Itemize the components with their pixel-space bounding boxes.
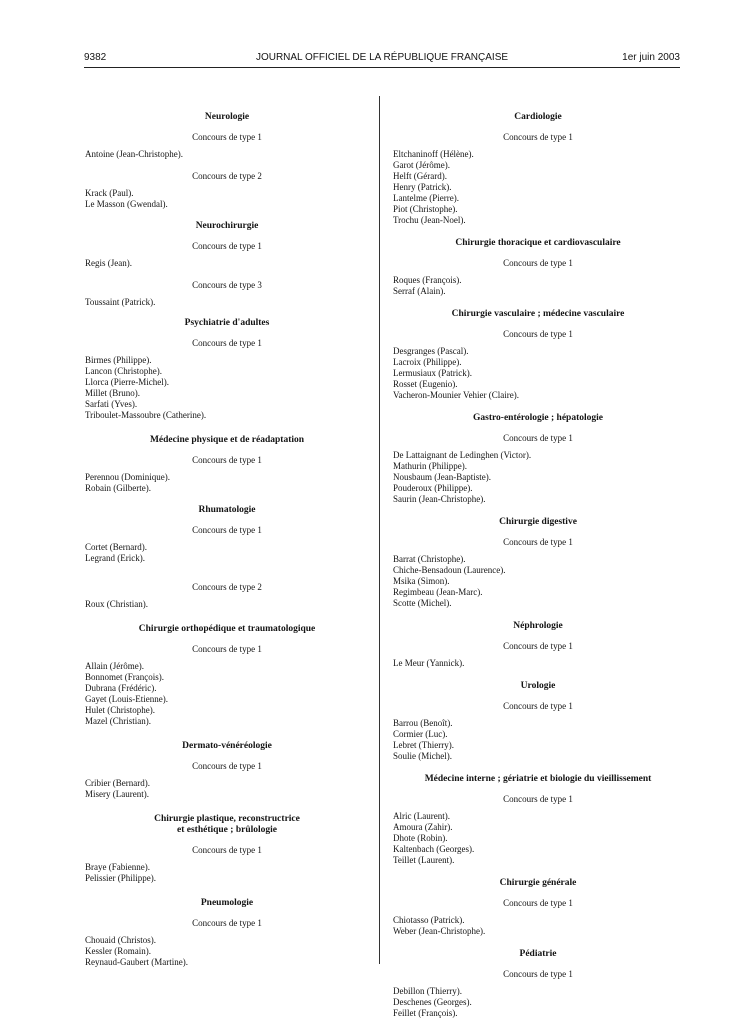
name-list — [85, 355, 369, 421]
name-list — [393, 275, 683, 297]
list-item: Mathurin (Philippe). — [393, 461, 467, 471]
list-item: Triboulet-Massoubre (Catherine). — [85, 410, 207, 420]
section-title: Chirurgie vasculaire ; médecine vasculaire — [451, 309, 625, 319]
list-item: Garot (Jérôme). — [393, 160, 450, 170]
section-title: Chirurgie digestive — [499, 517, 577, 527]
list-item: Perennou (Dominique). — [85, 472, 170, 482]
list-item: Desgranges (Pascal). — [393, 346, 469, 356]
list-item: Misery (Laurent). — [85, 789, 149, 799]
list-item: Barrat (Christophe). — [393, 554, 466, 564]
competition-type: Concours de type 2 — [192, 582, 262, 592]
list-item: Amoura (Zahir). — [393, 822, 453, 832]
section — [85, 741, 369, 800]
list-item: Millet (Bruno). — [85, 388, 140, 398]
list-item: Eltchaninoff (Hélène). — [393, 149, 474, 159]
section-title: Pneumologie — [200, 898, 254, 908]
list-item: Roux (Christian). — [85, 599, 148, 609]
section — [85, 435, 369, 494]
list-item: Soulie (Michel). — [393, 751, 452, 761]
list-item: Saurin (Jean-Christophe). — [393, 494, 486, 504]
list-item: Dubrana (Frédéric). — [85, 683, 157, 693]
list-item: Serraf (Alain). — [393, 286, 446, 296]
list-item: Krack (Paul). — [85, 188, 134, 198]
section — [393, 517, 683, 609]
list-item: Teillet (Laurent). — [393, 855, 455, 865]
section-title: Rhumatologie — [198, 505, 256, 515]
competition-group — [393, 898, 683, 937]
competition-group — [393, 794, 683, 866]
section — [85, 112, 369, 210]
name-list — [85, 542, 369, 564]
list-item: Msika (Simon). — [393, 576, 450, 586]
list-item: Antoine (Jean-Christophe). — [85, 149, 183, 159]
competition-type: Concours de type 1 — [503, 641, 573, 651]
competition-group — [393, 258, 683, 297]
section-title: Neurochirurgie — [195, 221, 259, 231]
competition-group — [85, 171, 369, 210]
competition-group — [85, 280, 369, 308]
list-item: Chiche-Bensadoun (Laurence). — [393, 565, 506, 575]
list-item: Nousbaum (Jean-Baptiste). — [393, 472, 491, 482]
list-item: Chouaid (Christos). — [85, 935, 156, 945]
section-title: Médecine interne ; gériatrie et biologie du vieillissement — [424, 774, 652, 784]
section-title: Chirurgie thoracique et cardiovasculaire — [455, 238, 621, 248]
list-item: Hulet (Christophe). — [85, 705, 155, 715]
competition-type: Concours de type 1 — [503, 329, 573, 339]
page-number: 9382 — [84, 52, 107, 63]
competition-group — [85, 644, 369, 727]
competition-type: Concours de type 1 — [503, 898, 573, 908]
list-item: Kessler (Romain). — [85, 946, 151, 956]
issue-date: 1er juin 2003 — [622, 52, 680, 63]
list-item: Bonnomet (François). — [85, 672, 164, 682]
name-list — [85, 297, 369, 308]
section-title: Chirurgie plastique, reconstructrice et esthétique ; brûlologie — [154, 814, 300, 835]
section-title: Dermato-vénéréologie — [182, 741, 272, 751]
name-list — [393, 658, 683, 669]
section — [393, 309, 683, 401]
name-list — [85, 862, 369, 884]
list-item: Llorca (Pierre-Michel). — [85, 377, 169, 387]
list-item: Le Masson (Gwendal). — [85, 199, 168, 209]
name-list — [393, 149, 683, 226]
section-title: Neurologie — [204, 112, 250, 122]
list-item: Vacheron-Mounier Vehier (Claire). — [393, 390, 520, 400]
section-title: Urologie — [520, 681, 556, 691]
competition-type: Concours de type 1 — [192, 132, 262, 142]
name-list — [393, 811, 683, 866]
list-item: Chiotasso (Patrick). — [393, 915, 465, 925]
list-item: Cortet (Bernard). — [85, 542, 147, 552]
name-list — [393, 718, 683, 762]
list-item: Sarfati (Yves). — [85, 399, 138, 409]
competition-group — [85, 132, 369, 160]
section — [85, 505, 369, 610]
competition-group — [393, 132, 683, 226]
competition-type: Concours de type 1 — [503, 794, 573, 804]
list-item: Lebret (Thierry). — [393, 740, 454, 750]
name-list — [85, 258, 369, 269]
competition-group — [85, 241, 369, 269]
competition-type: Concours de type 1 — [503, 969, 573, 979]
list-item: Cormier (Luc). — [393, 729, 448, 739]
list-item: Scotte (Michel). — [393, 598, 452, 608]
section — [85, 898, 369, 968]
list-item: Piot (Christophe). — [393, 204, 458, 214]
name-list — [393, 450, 683, 505]
name-list — [393, 346, 683, 401]
section — [393, 413, 683, 505]
list-item: Henry (Patrick). — [393, 182, 452, 192]
name-list — [85, 935, 369, 968]
left-column — [85, 100, 369, 968]
name-list — [85, 661, 369, 727]
list-item: Toussaint (Patrick). — [85, 297, 156, 307]
section-title: Médecine physique et de réadaptation — [149, 435, 305, 445]
name-list — [85, 778, 369, 800]
name-list — [393, 986, 683, 1019]
competition-group — [85, 525, 369, 564]
list-item: Robain (Gilberte). — [85, 483, 151, 493]
section-title: Chirurgie orthopédique et traumatologique — [138, 624, 316, 634]
right-column — [393, 100, 683, 1019]
competition-type: Concours de type 1 — [503, 433, 573, 443]
competition-group — [393, 641, 683, 669]
competition-group — [85, 918, 369, 968]
competition-group — [85, 582, 369, 610]
list-item: De Lattaignant de Ledinghen (Victor). — [393, 450, 532, 460]
section-title: Cardiologie — [514, 112, 562, 122]
list-item: Lacroix (Philippe). — [393, 357, 462, 367]
section — [393, 774, 683, 866]
list-item: Feillet (François). — [393, 1008, 458, 1018]
list-item: Pelissier (Philippe). — [85, 873, 156, 883]
list-item: Birmes (Philippe). — [85, 355, 152, 365]
section — [85, 318, 369, 421]
section-title: Chirurgie générale — [499, 878, 577, 888]
section — [393, 878, 683, 937]
competition-group — [393, 329, 683, 401]
competition-type: Concours de type 1 — [192, 644, 262, 654]
competition-group — [393, 433, 683, 505]
competition-type: Concours de type 1 — [503, 537, 573, 547]
competition-type: Concours de type 1 — [503, 132, 573, 142]
list-item: Kaltenbach (Georges). — [393, 844, 475, 854]
competition-type: Concours de type 1 — [192, 761, 262, 771]
competition-type: Concours de type 1 — [503, 258, 573, 268]
list-item: Le Meur (Yannick). — [393, 658, 465, 668]
competition-group — [393, 969, 683, 1019]
list-item: Braye (Fabienne). — [85, 862, 150, 872]
competition-type: Concours de type 1 — [192, 525, 262, 535]
list-item: Weber (Jean-Christophe). — [393, 926, 486, 936]
list-item: Gayet (Louis-Etienne). — [85, 694, 168, 704]
competition-group — [85, 338, 369, 421]
list-item: Lantelme (Pierre). — [393, 193, 459, 203]
column-divider — [379, 96, 380, 964]
list-item: Debillon (Thierry). — [393, 986, 462, 996]
list-item: Helft (Gérard). — [393, 171, 447, 181]
section — [393, 621, 683, 669]
name-list — [85, 188, 369, 210]
competition-type: Concours de type 1 — [192, 338, 262, 348]
section-title: Psychiatrie d'adultes — [184, 318, 270, 328]
competition-type: Concours de type 1 — [192, 241, 262, 251]
section — [393, 949, 683, 1019]
section — [393, 681, 683, 762]
list-item: Lancon (Christophe). — [85, 366, 162, 376]
section — [85, 624, 369, 727]
section-title: Pédiatrie — [519, 949, 557, 959]
list-item: Deschenes (Georges). — [393, 997, 472, 1007]
competition-type: Concours de type 1 — [192, 918, 262, 928]
list-item: Dhote (Robin). — [393, 833, 448, 843]
competition-group — [85, 845, 369, 884]
list-item: Lermusiaux (Patrick). — [393, 368, 472, 378]
name-list — [393, 915, 683, 937]
list-item: Cribier (Bernard). — [85, 778, 150, 788]
list-item: Mazel (Christian). — [85, 716, 151, 726]
section-title: Néphrologie — [513, 621, 563, 631]
page-header — [84, 52, 680, 66]
list-item: Rosset (Eugenio). — [393, 379, 458, 389]
section-title: Gastro-entérologie ; hépatologie — [473, 413, 603, 423]
competition-group — [85, 761, 369, 800]
section — [85, 221, 369, 308]
list-item: Pouderoux (Philippe). — [393, 483, 473, 493]
competition-type: Concours de type 1 — [192, 845, 262, 855]
competition-type: Concours de type 1 — [503, 701, 573, 711]
name-list — [85, 472, 369, 494]
competition-group — [393, 537, 683, 609]
competition-group — [85, 455, 369, 494]
list-item: Regimbeau (Jean-Marc). — [393, 587, 483, 597]
name-list — [85, 149, 369, 160]
header-rule — [84, 67, 680, 68]
list-item: Reynaud-Gaubert (Martine). — [85, 957, 188, 967]
section — [393, 238, 683, 297]
name-list — [393, 554, 683, 609]
competition-group — [393, 701, 683, 762]
journal-title: JOURNAL OFFICIEL DE LA RÉPUBLIQUE FRANÇAISE — [255, 52, 509, 63]
competition-type: Concours de type 1 — [192, 455, 262, 465]
section — [85, 814, 369, 884]
competition-type: Concours de type 3 — [192, 280, 262, 290]
list-item: Legrand (Erick). — [85, 553, 145, 563]
name-list — [85, 599, 369, 610]
list-item: Allain (Jérôme). — [85, 661, 144, 671]
list-item: Roques (François). — [393, 275, 462, 285]
list-item: Trochu (Jean-Noel). — [393, 215, 466, 225]
list-item: Alric (Laurent). — [393, 811, 450, 821]
list-item: Barrou (Benoît). — [393, 718, 453, 728]
competition-type: Concours de type 2 — [192, 171, 262, 181]
section — [393, 112, 683, 226]
list-item: Regis (Jean). — [85, 258, 132, 268]
